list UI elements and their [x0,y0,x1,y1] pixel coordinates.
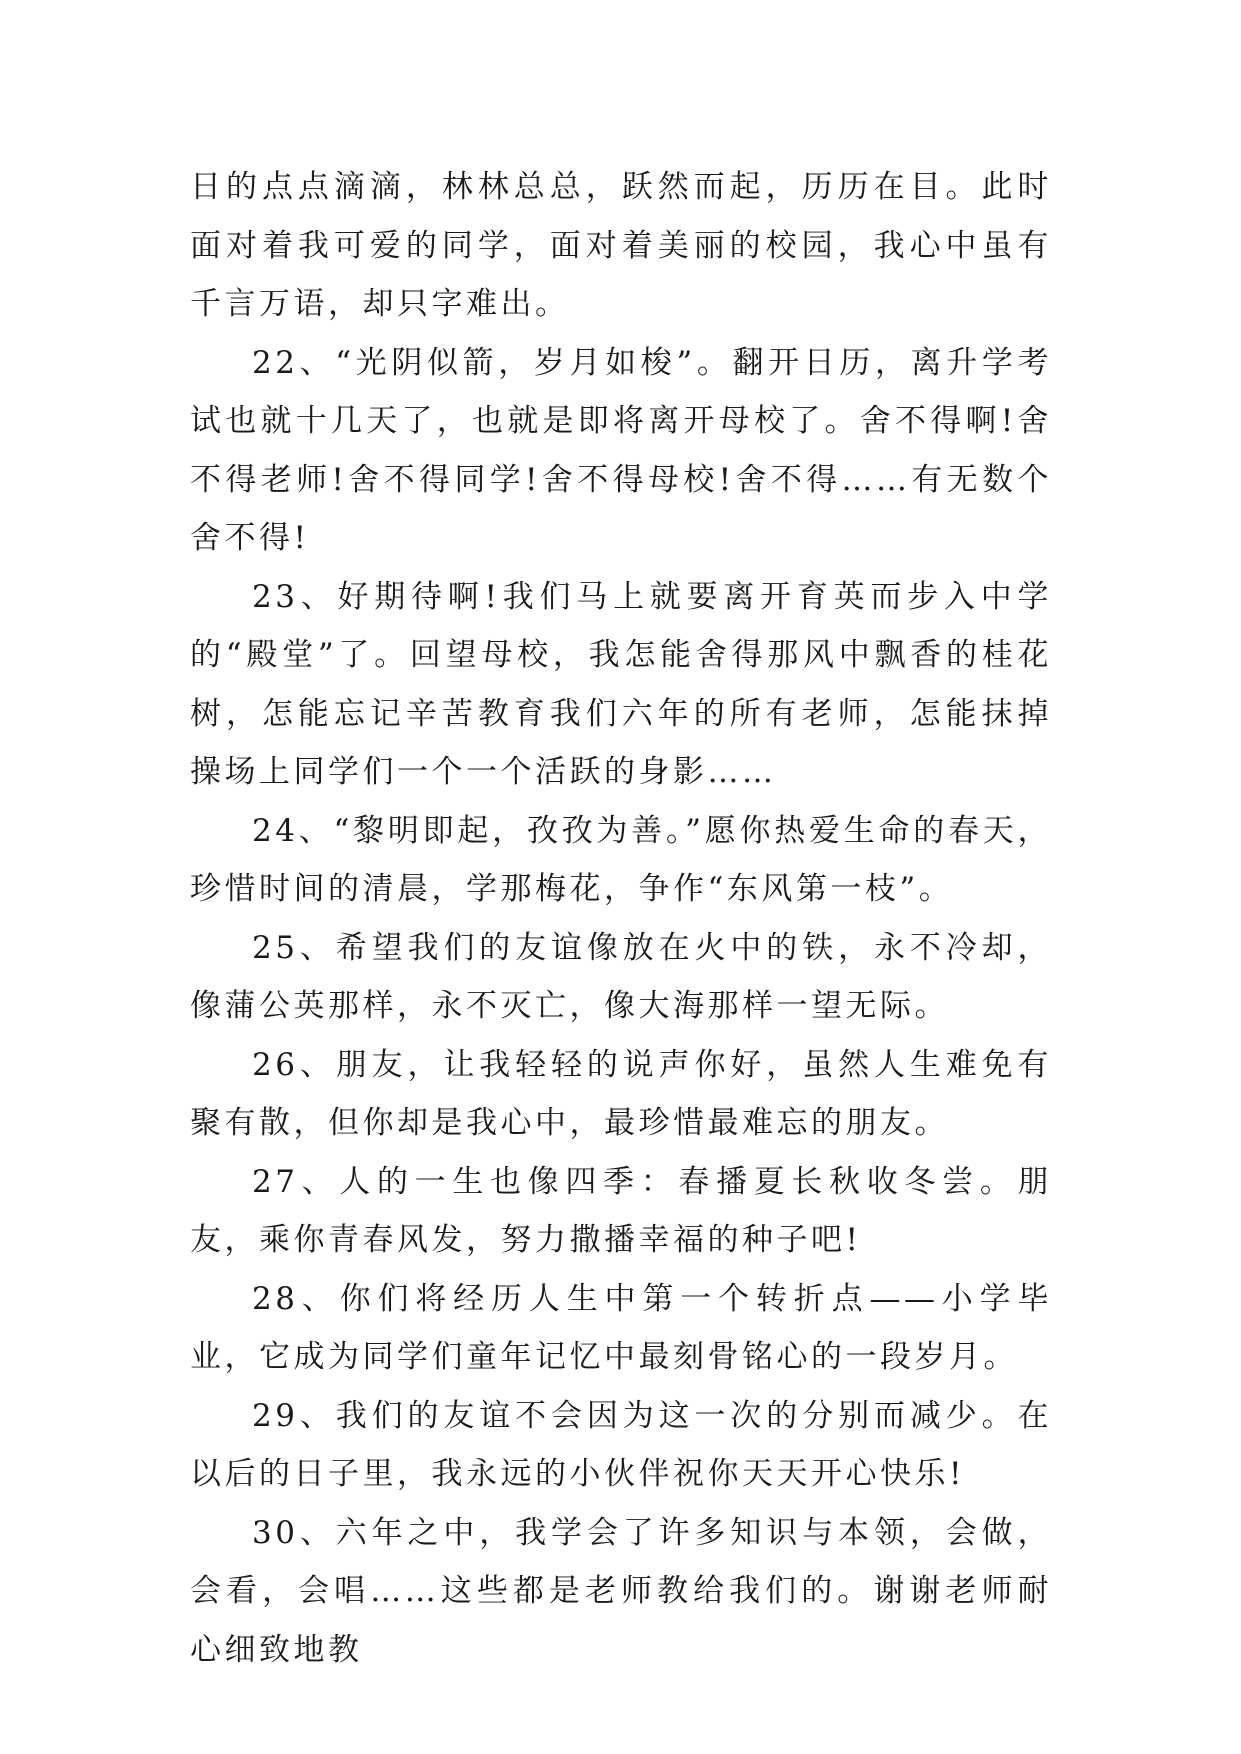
paragraph-26: 26、朋友，让我轻轻的说声你好，虽然人生难免有聚有散，但你却是我心中，最珍惜最难忘的朋友。 [190,1046,1052,1141]
paragraph-22: 22、“光阴似箭，岁月如梭”。翻开日历，离升学考试也就十几天了，也就是即将离开母校了。舍不得啊!舍不得老师!舍不得同学!舍不得母校!舍不得……有无数个舍不得! [190,344,1052,556]
paragraph-24: 24、“黎明即起，孜孜为善。”愿你热爱生命的春天，珍惜时间的清晨，学那梅花，争作“东风第一枝”。 [190,812,1052,907]
paragraph-25: 25、希望我们的友谊像放在火中的铁，永不冷却，像蒲公英那样，永不灭亡，像大海那样一望无际。 [190,929,1052,1024]
document-body [190,158,1052,1679]
paragraph-29: 29、我们的友谊不会因为这一次的分别而减少。在以后的日子里，我永远的小伙伴祝你天天开心快乐! [190,1397,1052,1492]
paragraph-27: 27、人的一生也像四季：春播夏长秋收冬尝。朋友，乘你青春风发，努力撒播幸福的种子吧! [190,1163,1052,1258]
paragraph-continued: 日的点点滴滴，林林总总，跃然而起，历历在目。此时面对着我可爱的同学，面对着美丽的校园，我心中虽有千言万语，却只字难出。 [190,169,1052,322]
paragraph-23: 23、好期待啊!我们马上就要离开育英而步入中学的“殿堂”了。回望母校，我怎能舍得那风中飘香的桂花树，怎能忘记辛苦教育我们六年的所有老师，怎能抹掉操场上同学们一个一个活跃的身影…… [190,578,1052,790]
paragraph-28: 28、你们将经历人生中第一个转折点——小学毕业，它成为同学们童年记忆中最刻骨铭心的一段岁月。 [190,1280,1052,1375]
paragraph-30: 30、六年之中，我学会了许多知识与本领，会做，会看，会唱……这些都是老师教给我们的。谢谢老师耐心细致地教 [190,1514,1052,1668]
